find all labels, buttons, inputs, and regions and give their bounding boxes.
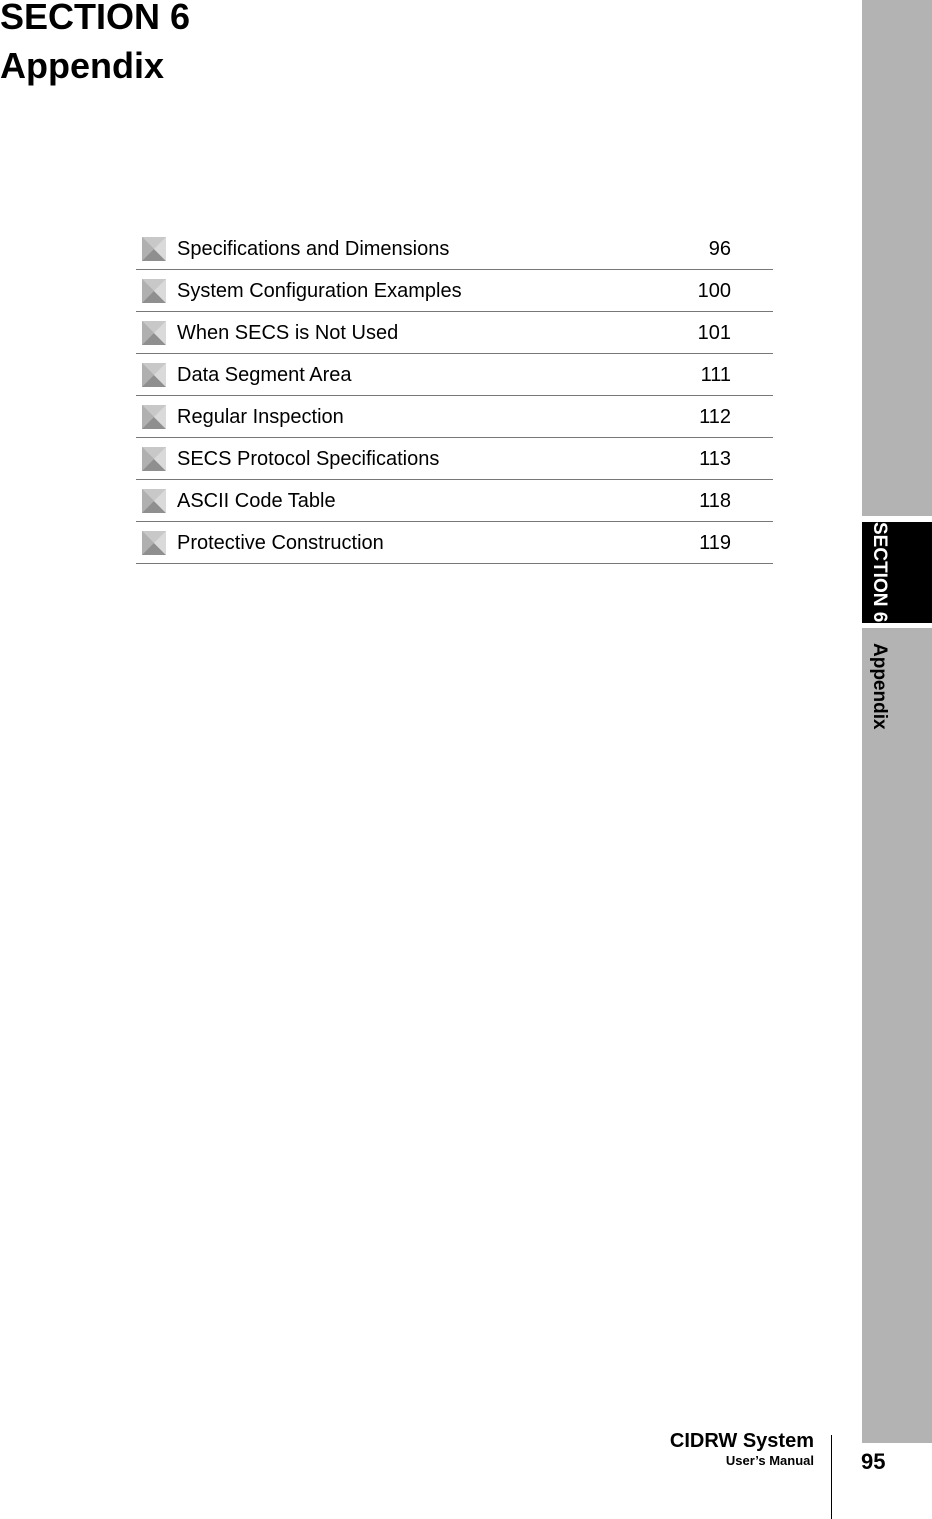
bullet-square-icon bbox=[142, 321, 166, 345]
toc-entry-page: 100 bbox=[697, 280, 731, 302]
footer-subtitle: User’s Manual bbox=[725, 1453, 814, 1468]
toc-entry[interactable] bbox=[136, 396, 773, 438]
toc-entry-label: System Configuration Examples bbox=[177, 280, 462, 302]
toc-entry-label: Regular Inspection bbox=[177, 406, 344, 428]
toc-entry-page: 111 bbox=[700, 364, 731, 386]
side-bar-top bbox=[862, 0, 932, 516]
bullet-square-icon bbox=[142, 447, 166, 471]
toc-entry-label: Data Segment Area bbox=[177, 364, 352, 386]
toc-entry-page: 101 bbox=[697, 322, 731, 344]
section-tab-label: SECTION 6 bbox=[869, 522, 890, 623]
appendix-tab-label: Appendix bbox=[869, 643, 890, 730]
toc-entry-page: 118 bbox=[699, 490, 731, 512]
bullet-square-icon bbox=[142, 405, 166, 429]
toc-entry[interactable] bbox=[136, 438, 773, 480]
footer-title: CIDRW System bbox=[669, 1430, 814, 1452]
section-number: SECTION 6 bbox=[0, 0, 191, 37]
appendix-tab bbox=[862, 628, 932, 1443]
toc-entry-label: When SECS is Not Used bbox=[177, 322, 399, 344]
toc-entry-label: Specifications and Dimensions bbox=[177, 238, 450, 260]
bullet-square-icon bbox=[142, 489, 166, 513]
toc-entry-page: 119 bbox=[699, 532, 731, 554]
toc-entry[interactable] bbox=[136, 522, 773, 564]
toc-entry[interactable] bbox=[136, 312, 773, 354]
page-title: Appendix bbox=[0, 45, 165, 86]
toc-entry-page: 112 bbox=[699, 406, 731, 428]
toc-entry-page: 113 bbox=[699, 448, 731, 470]
toc-entry[interactable] bbox=[136, 228, 773, 270]
bullet-square-icon bbox=[142, 279, 166, 303]
toc-entry-label: Protective Construction bbox=[177, 532, 384, 554]
toc-entry-page: 96 bbox=[708, 238, 731, 260]
bullet-square-icon bbox=[142, 363, 166, 387]
toc-entry[interactable] bbox=[136, 270, 773, 312]
toc-entry-label: SECS Protocol Specifications bbox=[177, 448, 440, 470]
bullet-square-icon bbox=[142, 531, 166, 555]
toc-entry-label: ASCII Code Table bbox=[177, 490, 336, 512]
toc-entry[interactable] bbox=[136, 354, 773, 396]
toc-entry[interactable] bbox=[136, 480, 773, 522]
bullet-square-icon bbox=[142, 237, 166, 261]
footer-divider bbox=[831, 1435, 832, 1519]
table-of-contents bbox=[136, 228, 773, 564]
page-number: 95 bbox=[861, 1449, 886, 1474]
